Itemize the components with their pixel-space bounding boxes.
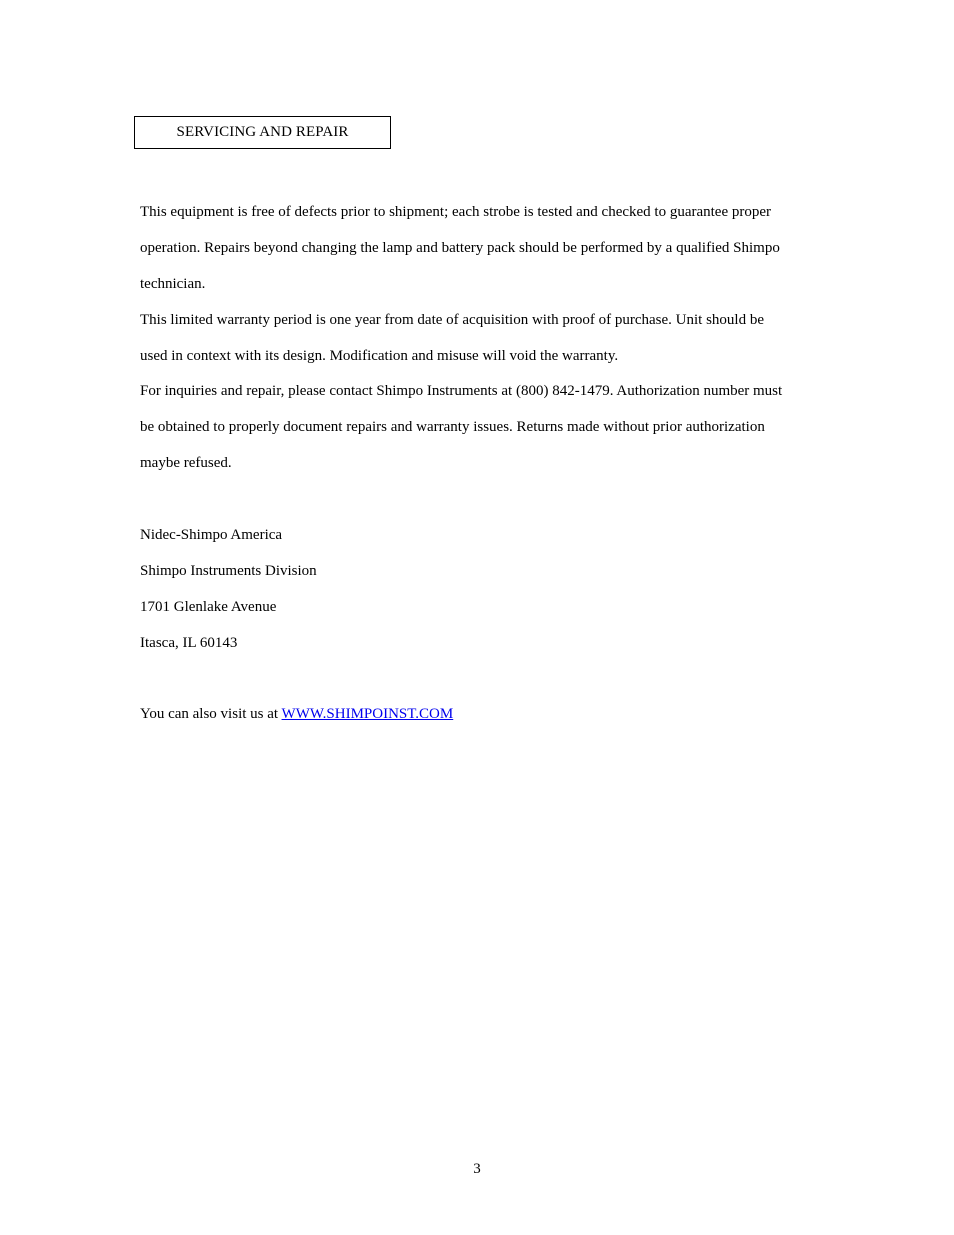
address-city: Itasca, IL 60143	[140, 634, 238, 651]
paragraph-quality	[140, 195, 830, 303]
paragraph-contact	[140, 374, 830, 482]
address-street: 1701 Glenlake Avenue	[140, 598, 277, 615]
paragraph-line: For inquiries and repair, please contact Shimpo Instruments at (800) 842-1479. Authorization number must	[140, 383, 783, 400]
paragraph-warranty	[140, 303, 830, 375]
spacer	[140, 662, 830, 698]
paragraph-line: be obtained to properly document repairs and warranty issues. Returns made without prior authorization	[140, 419, 765, 436]
visit-line	[140, 697, 830, 733]
paragraph-line: This limited warranty period is one year from date of acquisition with proof of purchase. Unit should be	[140, 311, 765, 328]
address-block	[140, 518, 830, 662]
body-text	[140, 195, 830, 733]
page-number: 3	[473, 1161, 481, 1177]
paragraph-line: maybe refused.	[140, 455, 232, 472]
paragraph-line: This equipment is free of defects prior to shipment; each strobe is tested and checked to guarantee proper	[140, 204, 772, 220]
paragraph-line: technician.	[140, 275, 206, 292]
section-heading: SERVICING AND REPAIR	[134, 116, 391, 149]
paragraph-line: used in context with its design. Modification and misuse will void the warranty.	[140, 347, 619, 364]
address-division: Shimpo Instruments Division	[140, 562, 317, 579]
spacer	[140, 482, 830, 518]
visit-prefix: You can also visit us at	[140, 706, 282, 723]
address-company: Nidec-Shimpo America	[140, 527, 283, 544]
paragraph-line: operation. Repairs beyond changing the lamp and battery pack should be performed by a qualified Shimpo	[140, 239, 780, 256]
website-link[interactable]: WWW.SHIMPOINST.COM	[281, 706, 454, 723]
